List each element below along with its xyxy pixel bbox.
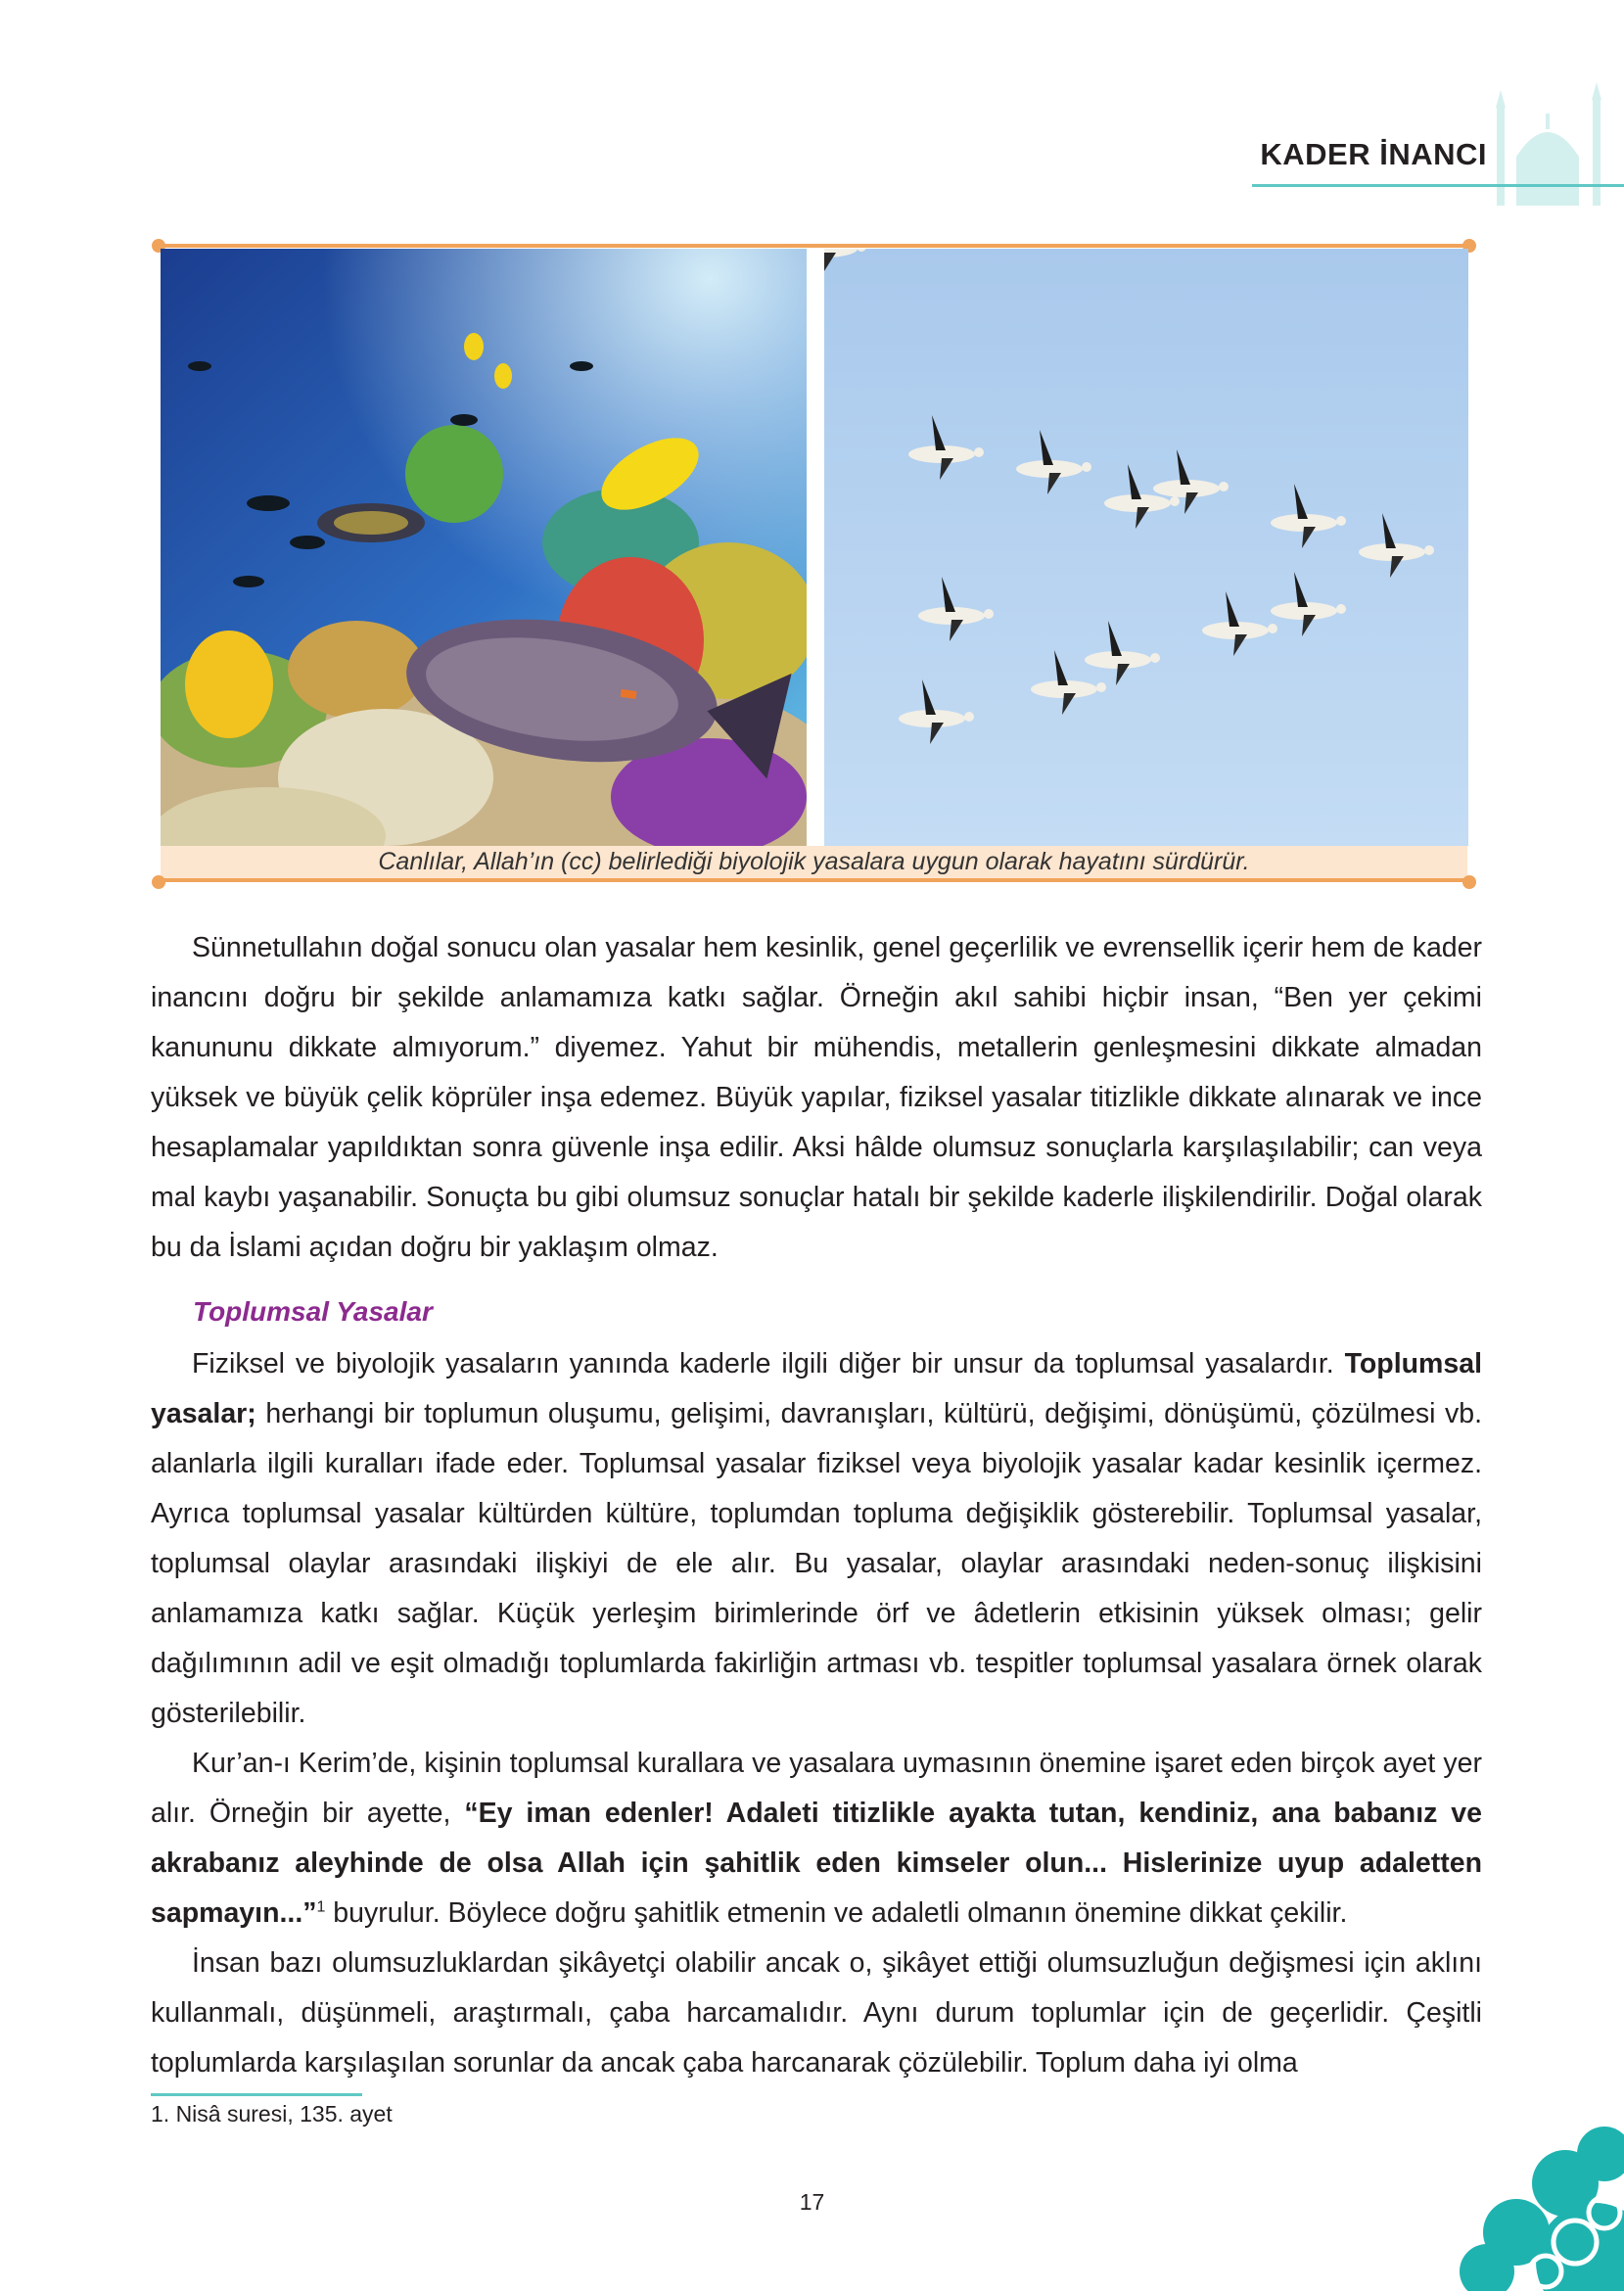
chapter-title: KADER İNANCI — [1260, 137, 1487, 171]
figure-caption: Canlılar, Allah’ın (cc) belirlediği biyolojik yasalara uygun olarak hayatını sürdürür. — [161, 846, 1467, 878]
flying-geese-photo — [824, 249, 1468, 846]
verse-quote: “Ey iman edenler! Adaleti titizlikle ayakta tutan, kendiniz, ana babanız ve akrabanız aleyhinde de olsa Allah için şahitlik eden kimseler olun... Hislerinize uyup adaletten sapmayın...” — [151, 1798, 1483, 1929]
paragraph-1: Sünnetullahın doğal sonucu olan yasalar hem kesinlik, genel geçerlilik ve evrensellik içerir hem de kader inancını doğru bir şekilde anlamamıza katkı sağlar. Örneğin akıl sahibi hiçbir insan, “Ben yer çekimi kanununu dikkate almıyorum.” diyemez. Yahut bir mühendis, metallerin genleşmesini dikkate almadan yüksek ve büyük çelik köprüler inşa edemez. Büyük yapılar, fiziksel yasalar titizlikle dikkate alınarak ve ince hesaplamalar yapıldıktan sonra güvenle inşa edilir. Aksi hâlde olumsuz sonuçlarla karşılaşılabilir; can veya mal kaybı yaşanabilir. Sonuçta bu gibi olumsuz sonuçlar hatalı bir şekilde kaderle ilişkilendirilir. Doğal olarak bu da İslami açıdan doğru bir yaklaşım olmaz. — [151, 932, 1482, 1263]
paragraph-3-rest: buyrulur. Böylece doğru şahitlik etmenin ve adaletli olmanın önemine dikkat çekilir. — [325, 1897, 1348, 1929]
figure-top-rule — [159, 244, 1469, 248]
photo-figure — [149, 239, 1479, 889]
page-number: 17 — [799, 2189, 825, 2215]
flying-geese-image — [824, 249, 1468, 846]
paragraph-3 — [151, 1739, 1482, 1939]
coral-reef-fish-image — [161, 249, 807, 846]
paragraph-2 — [151, 1339, 1482, 1739]
paragraph-2-start: Fiziksel ve biyolojik yasaların yanında kaderle ilgili diğer bir unsur da toplumsal yasalardır. — [192, 1348, 1345, 1379]
section-heading: Toplumsal Yasalar — [193, 1296, 433, 1327]
paragraph-block — [151, 1339, 1482, 2088]
paragraph-4: İnsan bazı olumsuzluklardan şikâyetçi olabilir ancak o, şikâyet ettiği olumsuzluğun değişmesi için aklını kullanmalı, düşünmeli, araştırmalı, çaba harcamalıdır. Aynı durum toplumlar için de geçerlidir. Çeşitli toplumlarda karşılaşılan sorunlar da ancak çaba harcanarak çözülebilir. Toplum daha iyi olma — [151, 1947, 1482, 2079]
paragraph-2-bold: Toplumsal yasalar; — [151, 1348, 1482, 1429]
footnote-rule — [151, 2093, 362, 2096]
figure-dot — [152, 875, 165, 889]
floral-ornament-icon — [1448, 2115, 1624, 2291]
figure-bottom-rule — [159, 878, 1469, 882]
paragraph-1-container — [151, 923, 1482, 1273]
footnote: 1. Nisâ suresi, 135. ayet — [151, 2101, 393, 2127]
header-rule — [1252, 184, 1624, 187]
paragraph-3-start: Kur’an-ı Kerim’de, kişinin toplumsal kurallara ve yasalara uymasının önemine işaret eden birçok ayet yer alır. Örneğin bir ayette, — [151, 1748, 1482, 1829]
coral-reef-photo — [161, 249, 807, 846]
footnote-ref: 1 — [316, 1898, 326, 1916]
figure-dot — [1462, 875, 1476, 889]
paragraph-2-rest: herhangi bir toplumun oluşumu, gelişimi, davranışları, kültürü, değişimi, dönüşümü, çözülmesi vb. alanlarla ilgili kuralları ifade eder. Toplumsal yasalar fiziksel veya biyolojik yasalar kadar kesinlik içermez. Ayrıca toplumsal yasalar kültürden kültüre, toplumdan topluma değişiklik gösterebilir. Toplumsal yasalar, toplumsal olaylar arasındaki ilişkiyi de ele alır. Bu yasalar, olaylar arasındaki neden-sonuç ilişkisini anlamamıza katkı sağlar. Küçük yerleşim birimlerinde örf ve âdetlerin etkisinin yüksek olması; gelir dağılımının adil ve eşit olmadığı toplumlarda fakirliğin artması vb. tespitler toplumsal yasalara örnek olarak gösterilebilir. — [151, 1398, 1482, 1729]
